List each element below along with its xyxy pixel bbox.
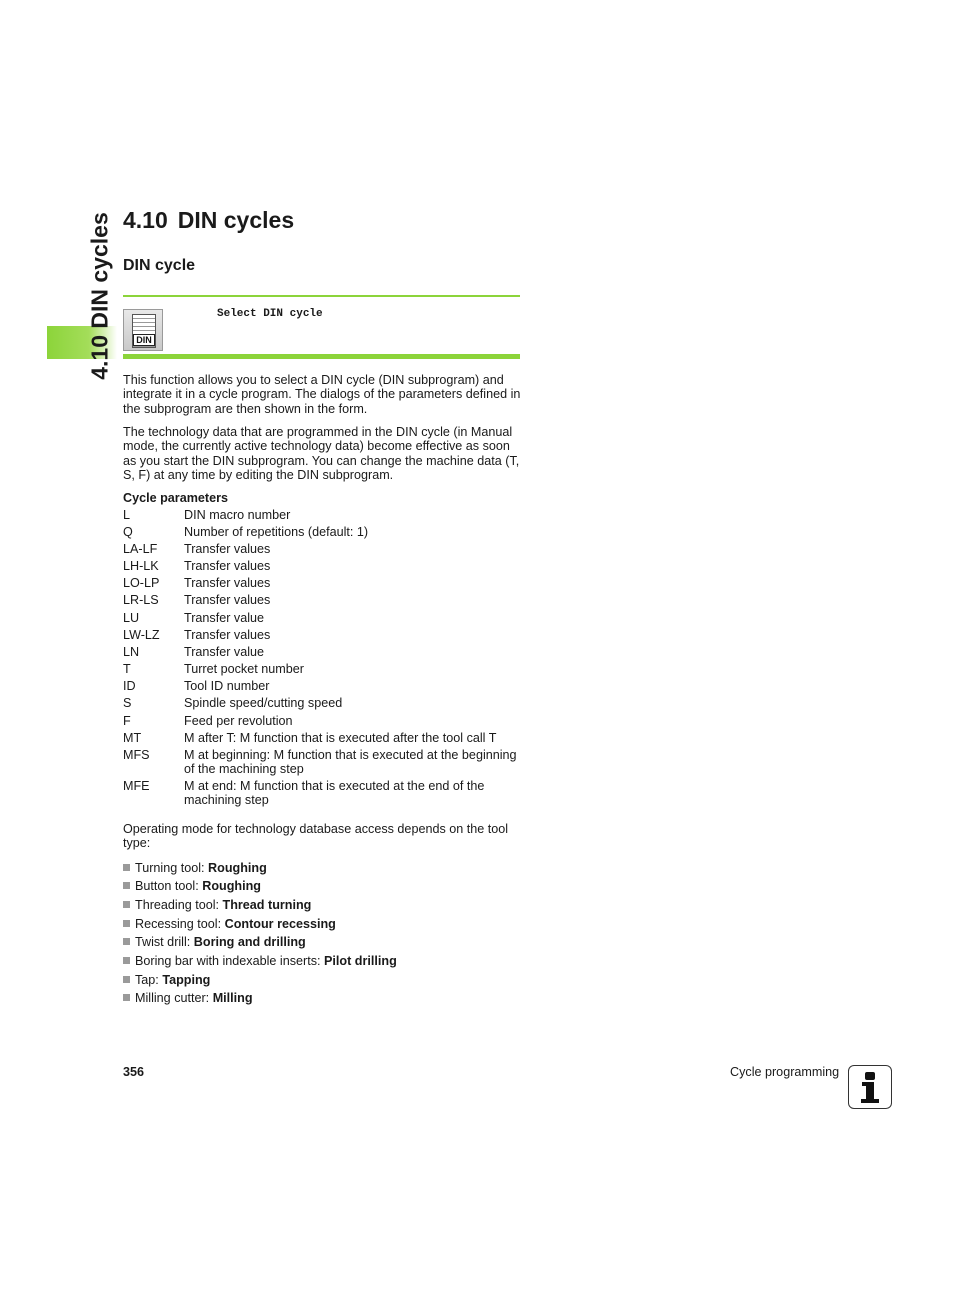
section-number: 4.10 bbox=[123, 207, 168, 233]
parameter-description: Transfer values bbox=[184, 542, 271, 556]
operating-mode-paragraph: Operating mode for technology database access depends on the tool type: bbox=[123, 822, 509, 851]
bullet-square-icon bbox=[123, 938, 130, 945]
parameter-key: LR-LS bbox=[123, 593, 159, 607]
bullet-square-icon bbox=[123, 976, 130, 983]
tool-type-name: Turning tool: bbox=[135, 861, 209, 875]
softkey-block-bottom-rule bbox=[123, 354, 520, 359]
tool-type-item bbox=[123, 917, 336, 931]
bullet-square-icon bbox=[123, 920, 130, 927]
info-icon bbox=[848, 1065, 892, 1109]
parameter-key: LH-LK bbox=[123, 559, 159, 573]
parameter-key: T bbox=[123, 662, 131, 676]
cycle-parameters-title: Cycle parameters bbox=[123, 491, 229, 505]
parameter-description: DIN macro number bbox=[184, 508, 291, 522]
tool-type-mode: Thread turning bbox=[222, 898, 312, 912]
tool-type-mode: Roughing bbox=[208, 861, 267, 875]
tool-type-mode: Boring and drilling bbox=[193, 935, 306, 949]
tool-type-item bbox=[123, 898, 311, 912]
tool-type-mode: Tapping bbox=[162, 973, 211, 987]
softkey-block-top-rule bbox=[123, 295, 520, 297]
parameter-description: Transfer values bbox=[184, 559, 271, 573]
tool-type-mode: Pilot drilling bbox=[324, 954, 397, 968]
din-label: DIN bbox=[133, 334, 155, 346]
tool-type-name: Recessing tool: bbox=[135, 917, 225, 931]
tool-type-name: Twist drill: bbox=[135, 935, 194, 949]
parameter-description: M after T: M function that is executed after the tool call T bbox=[184, 731, 497, 745]
parameter-key: MFS bbox=[123, 748, 150, 762]
parameter-description: Transfer values bbox=[184, 628, 271, 642]
parameter-key: LU bbox=[123, 611, 140, 625]
parameter-description: Feed per revolution bbox=[184, 714, 293, 728]
intro-paragraph: This function allows you to select a DIN cycle (DIN subprogram) and integrate it in a cycle program. The dialogs of the parameters defined in the subprogram are then shown in the form. bbox=[123, 373, 521, 416]
parameter-description: M at end: M function that is executed at the end of the machining step bbox=[184, 779, 485, 808]
parameter-key: MT bbox=[123, 731, 142, 745]
tool-type-item bbox=[123, 935, 306, 949]
tool-type-mode: Milling bbox=[212, 991, 253, 1005]
parameter-description: Transfer value bbox=[184, 645, 265, 659]
tool-type-name: Milling cutter: bbox=[135, 991, 213, 1005]
tool-type-name: Tap: bbox=[135, 973, 163, 987]
bullet-square-icon bbox=[123, 994, 130, 1001]
parameter-description: M at beginning: M function that is executed at the beginning of the machining step bbox=[184, 748, 517, 777]
parameter-description: Transfer value bbox=[184, 611, 265, 625]
parameter-key: LA-LF bbox=[123, 542, 158, 556]
chapter-side-label: 4.10 DIN cycles bbox=[86, 212, 113, 380]
parameter-description: Spindle speed/cutting speed bbox=[184, 696, 343, 710]
bullet-square-icon bbox=[123, 882, 130, 889]
parameter-key: LN bbox=[123, 645, 140, 659]
tool-type-name: Button tool: bbox=[135, 879, 203, 893]
tool-type-item bbox=[123, 879, 261, 893]
parameter-key: S bbox=[123, 696, 132, 710]
bullet-square-icon bbox=[123, 864, 130, 871]
subsection-heading: DIN cycle bbox=[123, 257, 196, 274]
section-heading bbox=[123, 207, 294, 234]
technology-paragraph: The technology data that are programmed in the DIN cycle (in Manual mode, the currently active technology data) become effective as soon as you start the DIN subprogram. You can change the machine data (T, S, F) at any time by editing the DIN subprogram. bbox=[123, 425, 520, 482]
tool-type-mode: Contour recessing bbox=[224, 917, 336, 931]
section-title: DIN cycles bbox=[177, 207, 295, 233]
parameter-key: LO-LP bbox=[123, 576, 160, 590]
parameter-description: Tool ID number bbox=[184, 679, 270, 693]
parameter-key: ID bbox=[123, 679, 136, 693]
tool-type-name: Boring bar with indexable inserts: bbox=[135, 954, 325, 968]
parameter-key: LW-LZ bbox=[123, 628, 160, 642]
parameter-description: Transfer values bbox=[184, 576, 271, 590]
tool-type-item bbox=[123, 973, 210, 987]
parameter-key: MFE bbox=[123, 779, 150, 793]
din-softkey-icon bbox=[123, 309, 163, 351]
parameter-description: Transfer values bbox=[184, 593, 271, 607]
tool-type-item bbox=[123, 991, 253, 1005]
chapter-title: Cycle programming bbox=[730, 1065, 840, 1079]
parameter-key: L bbox=[123, 508, 131, 522]
tool-type-item bbox=[123, 861, 267, 875]
parameter-key: Q bbox=[123, 525, 133, 539]
page-number: 356 bbox=[123, 1065, 145, 1079]
bullet-square-icon bbox=[123, 957, 130, 964]
parameter-key: F bbox=[123, 714, 131, 728]
parameter-description: Turret pocket number bbox=[184, 662, 304, 676]
tool-type-name: Threading tool: bbox=[135, 898, 223, 912]
tool-type-item bbox=[123, 954, 397, 968]
parameter-description: Number of repetitions (default: 1) bbox=[184, 525, 369, 539]
tool-type-mode: Roughing bbox=[202, 879, 261, 893]
softkey-dialog-text: Select DIN cycle bbox=[217, 308, 323, 320]
bullet-square-icon bbox=[123, 901, 130, 908]
